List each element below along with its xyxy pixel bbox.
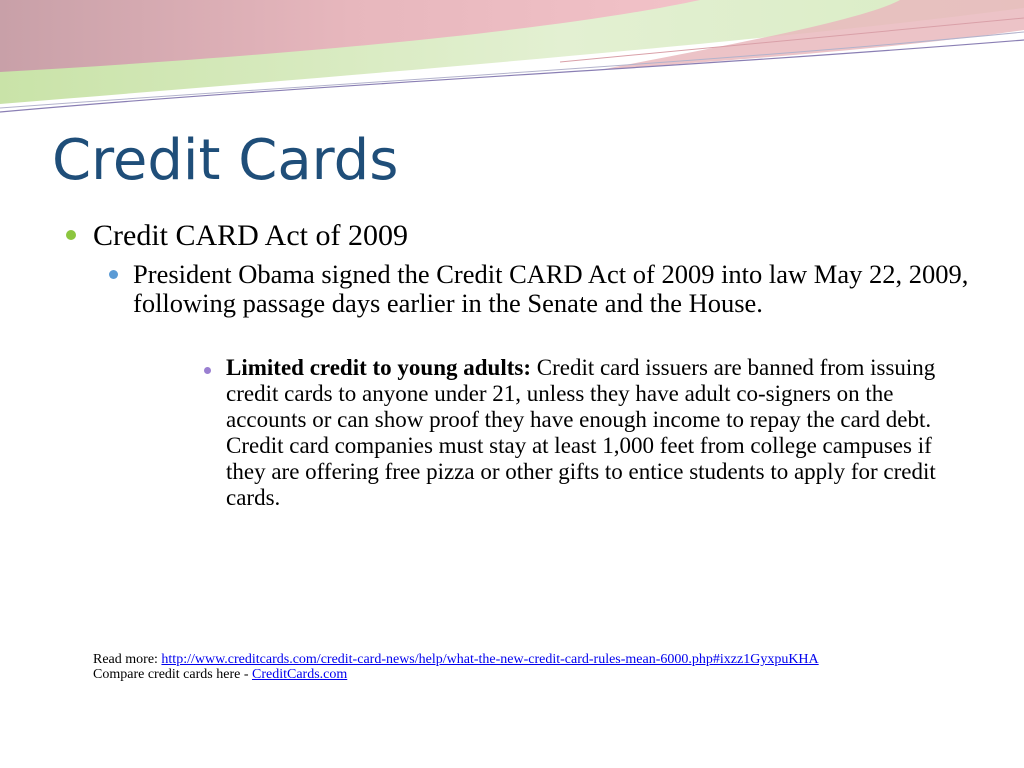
compare-label: Compare credit cards here - xyxy=(93,667,252,682)
bullet-level2-icon xyxy=(109,270,118,279)
slide-title: Credit Cards xyxy=(52,128,399,193)
compare-link[interactable]: CreditCards.com xyxy=(251,667,348,682)
bullet-level2-text: President Obama signed the Credit CARD Act of 2009 into law May 22, 2009, following passage days earlier in the Senate and the House. xyxy=(133,259,969,318)
bullet-level3-body: Credit card issuers are banned from issuing credit cards to anyone under 21, unless they have adult co-signers on the accounts or can show proof they have enough income to repay the card debt. Credit card companies must stay at least 1,000 feet from college campuses if they are offering free pizza or other gifts to entice students to apply for credit cards. xyxy=(226,355,936,510)
read-more-link[interactable]: http://www.creditcards.com/credit-card-news/help/what-the-new-credit-card-rules-mean-6000.php#ixzz1GyxpuKHA xyxy=(161,652,819,667)
bullet-level3-icon xyxy=(204,367,211,374)
bullet-level1-icon xyxy=(66,230,76,240)
slide-footer xyxy=(93,652,853,682)
bullet-level1-text: Credit CARD Act of 2009 xyxy=(93,219,408,252)
read-more-label: Read more: xyxy=(93,652,162,667)
bullet-level3-text xyxy=(226,355,968,511)
bullet-level3-heading: Limited credit to young adults: xyxy=(226,355,531,380)
